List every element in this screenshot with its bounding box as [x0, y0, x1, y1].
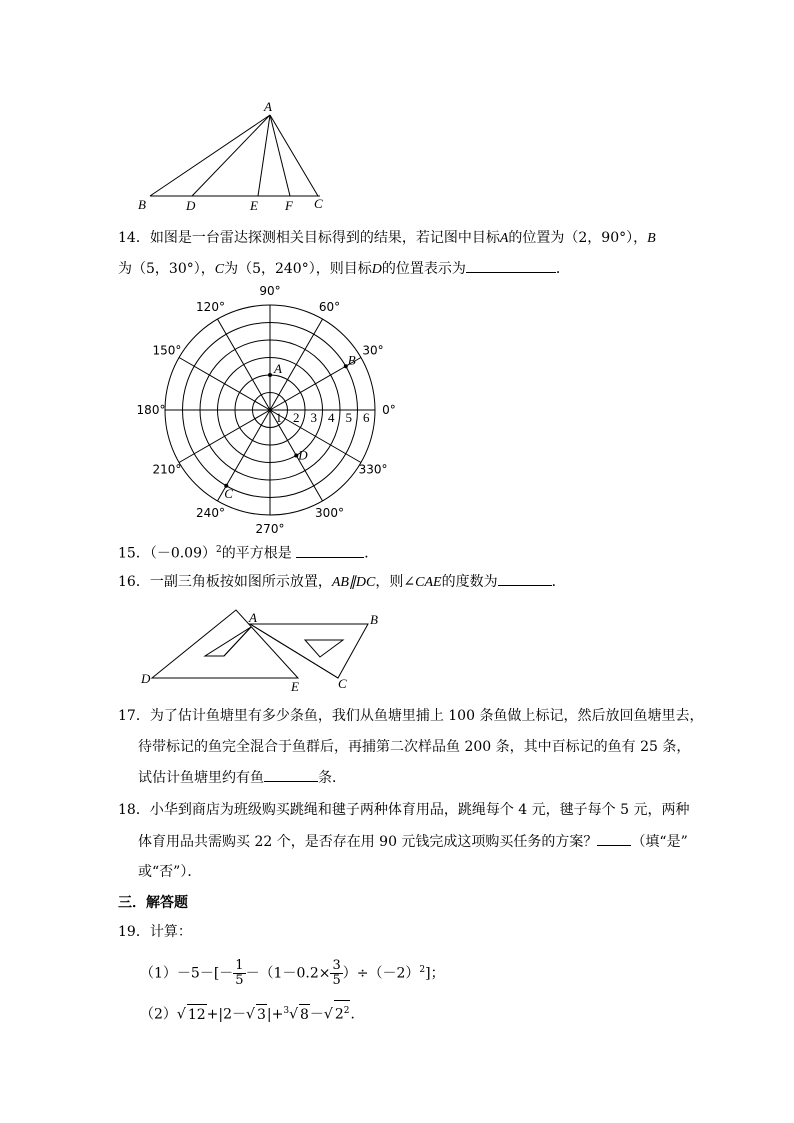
- text: 或“否”）．: [138, 864, 202, 880]
- radar-spoke: [179, 410, 270, 463]
- text: ．: [364, 545, 379, 562]
- radar-angle-label: 150°: [152, 343, 182, 358]
- label-C: C: [338, 676, 347, 691]
- text: 为（5，30°），: [118, 261, 215, 277]
- numerator: 3: [332, 958, 341, 974]
- radar-angle-label: 90°: [259, 284, 281, 298]
- var-AB-DC: AB∥DC: [331, 575, 376, 590]
- denominator: 5: [332, 973, 341, 989]
- text: ．: [350, 1006, 365, 1023]
- exponent: 2: [419, 965, 426, 975]
- question-number: 19．: [118, 924, 150, 940]
- var-A: A: [499, 231, 509, 246]
- radar-point-label: B: [347, 352, 356, 368]
- label-D: D: [141, 671, 151, 686]
- label-B: B: [370, 612, 378, 627]
- question-18-line-3: [138, 862, 201, 882]
- question-number: 18．: [118, 802, 150, 818]
- answer-blank[interactable]: [466, 258, 556, 273]
- radar-angle-label: 270°: [255, 522, 285, 536]
- radar-angle-label: 30°: [362, 343, 384, 358]
- radar-point-label: A: [274, 361, 282, 376]
- question-16: [118, 571, 566, 593]
- answer-blank[interactable]: [498, 571, 552, 586]
- text: 体育用品共需购买 22 个，是否存在用 90 元钱完成这项购买任务的方案？: [138, 834, 598, 850]
- question-17-line-2: [138, 737, 690, 757]
- radar-spoke: [179, 358, 270, 411]
- radar-angle-label: 120°: [196, 299, 225, 314]
- radar-spoke: [218, 319, 271, 410]
- radar-point-label: C: [224, 485, 233, 501]
- radar-point-A: [268, 373, 272, 377]
- text: （2）: [140, 1006, 177, 1023]
- text: ．: [555, 261, 570, 277]
- fraction-3-5: [330, 959, 342, 988]
- question-19-part-1: [140, 954, 445, 990]
- radar-angle-label: 300°: [315, 506, 344, 521]
- text: 小华到商店为班级购买跳绳和毽子两种体育用品，跳绳每个 4 元，毽子每个 5 元，两种: [149, 802, 690, 818]
- var-B: B: [647, 231, 656, 246]
- text: （1）－5－[－: [140, 965, 234, 982]
- exponent: 2: [216, 545, 222, 555]
- question-number: 17．: [118, 708, 150, 724]
- radar-ring-label: 6: [363, 410, 370, 425]
- answer-blank[interactable]: [296, 543, 364, 558]
- text: 条．: [318, 770, 346, 786]
- label-B: B: [138, 197, 146, 212]
- question-18-line-1: [118, 800, 689, 820]
- text: 为（5，240°），则目标: [224, 261, 372, 277]
- numerator: 1: [235, 958, 244, 974]
- radar-angle-label: 240°: [196, 506, 225, 521]
- var-D: D: [371, 262, 382, 277]
- radar-ring-label: 2: [293, 410, 300, 425]
- radar-angle-label: 330°: [358, 462, 388, 477]
- answer-blank[interactable]: [264, 767, 318, 782]
- radar-point-label: D: [298, 447, 308, 463]
- answer-blank[interactable]: [597, 831, 631, 846]
- question-17-line-3: [138, 767, 346, 788]
- radar-angle-label: 210°: [152, 462, 182, 477]
- text: ）÷（－2）: [342, 965, 420, 982]
- text: 一副三角板按如图所示放置，: [149, 574, 332, 590]
- text: ，则∠: [375, 574, 416, 590]
- question-15: [118, 540, 378, 564]
- text: －: [309, 1006, 324, 1023]
- radicand: 8: [299, 1004, 310, 1025]
- text: 试估计鱼塘里约有鱼: [138, 770, 264, 786]
- text: －（1－0.2×: [245, 965, 331, 982]
- text: （－0.09）: [149, 545, 216, 562]
- triangle-figure-q13: [130, 98, 340, 216]
- text: +|2－: [206, 1006, 247, 1023]
- radar-figure: [136, 284, 410, 536]
- text: 待带标记的鱼完全混合于鱼群后，再捕第二次样品鱼 200 条，其中百标记的鱼有 25 条，: [138, 739, 691, 755]
- radar-ring-label: 3: [310, 410, 317, 425]
- exponent: 2: [343, 1006, 350, 1016]
- question-number: 14．: [118, 230, 150, 246]
- radar-angle-label: 180°: [136, 403, 166, 417]
- label-C: C: [314, 196, 323, 211]
- text: 的位置为（2，90°），: [508, 230, 648, 246]
- text: |+: [266, 1006, 284, 1023]
- text: 如图是一台雷达探测相关目标得到的结果，若记图中目标: [149, 230, 500, 246]
- var-C: C: [214, 262, 225, 277]
- label-E: E: [250, 198, 258, 213]
- var-CAE: CAE: [415, 575, 442, 590]
- text: 为了估计鱼塘里有多少条鱼，我们从鱼塘里捕上 100 条鱼做上标记，然后放回鱼塘里去，: [149, 708, 704, 724]
- section-heading: 三．解答题: [118, 895, 188, 911]
- question-17-line-1: [118, 706, 703, 726]
- text: ．: [551, 574, 566, 590]
- question-number: 16．: [118, 574, 150, 590]
- text: 的位置表示为: [381, 261, 466, 277]
- question-18-line-2: [138, 831, 688, 852]
- denominator: 5: [235, 973, 244, 989]
- radicand-square: [334, 1000, 351, 1025]
- radar-angle-label: 0°: [382, 403, 396, 417]
- question-number: 15．: [118, 545, 150, 562]
- label-A: A: [249, 610, 257, 625]
- question-14-line-2: [118, 258, 570, 280]
- radar-angle-label: 60°: [318, 299, 341, 314]
- label-F: F: [285, 198, 293, 213]
- radicand: 3: [256, 1004, 267, 1025]
- base: 2: [334, 1006, 344, 1023]
- text: 的度数为: [441, 574, 498, 590]
- label-A: A: [264, 99, 272, 114]
- question-19-part-2: （2）√ 12+|2－√ 3|+$^3$√ 8－√ $2^2$．: [140, 1000, 364, 1025]
- text: 的平方根是: [221, 545, 292, 562]
- question-14-line-1: [118, 228, 656, 249]
- text: 计算：: [149, 924, 192, 940]
- set-squares-figure: [138, 602, 388, 694]
- radar-ring-label: 1: [275, 410, 282, 425]
- root-index: 3: [283, 1006, 290, 1016]
- text: ]；: [425, 965, 445, 982]
- radar-ring-label: 4: [328, 410, 335, 425]
- label-D: D: [186, 198, 196, 213]
- radar-ring-label: 5: [345, 410, 352, 425]
- question-19: [118, 922, 192, 942]
- radicand: 12: [187, 1004, 207, 1025]
- label-E: E: [291, 679, 299, 694]
- text: （填“是”: [631, 834, 688, 850]
- fraction-1-5: [233, 959, 245, 988]
